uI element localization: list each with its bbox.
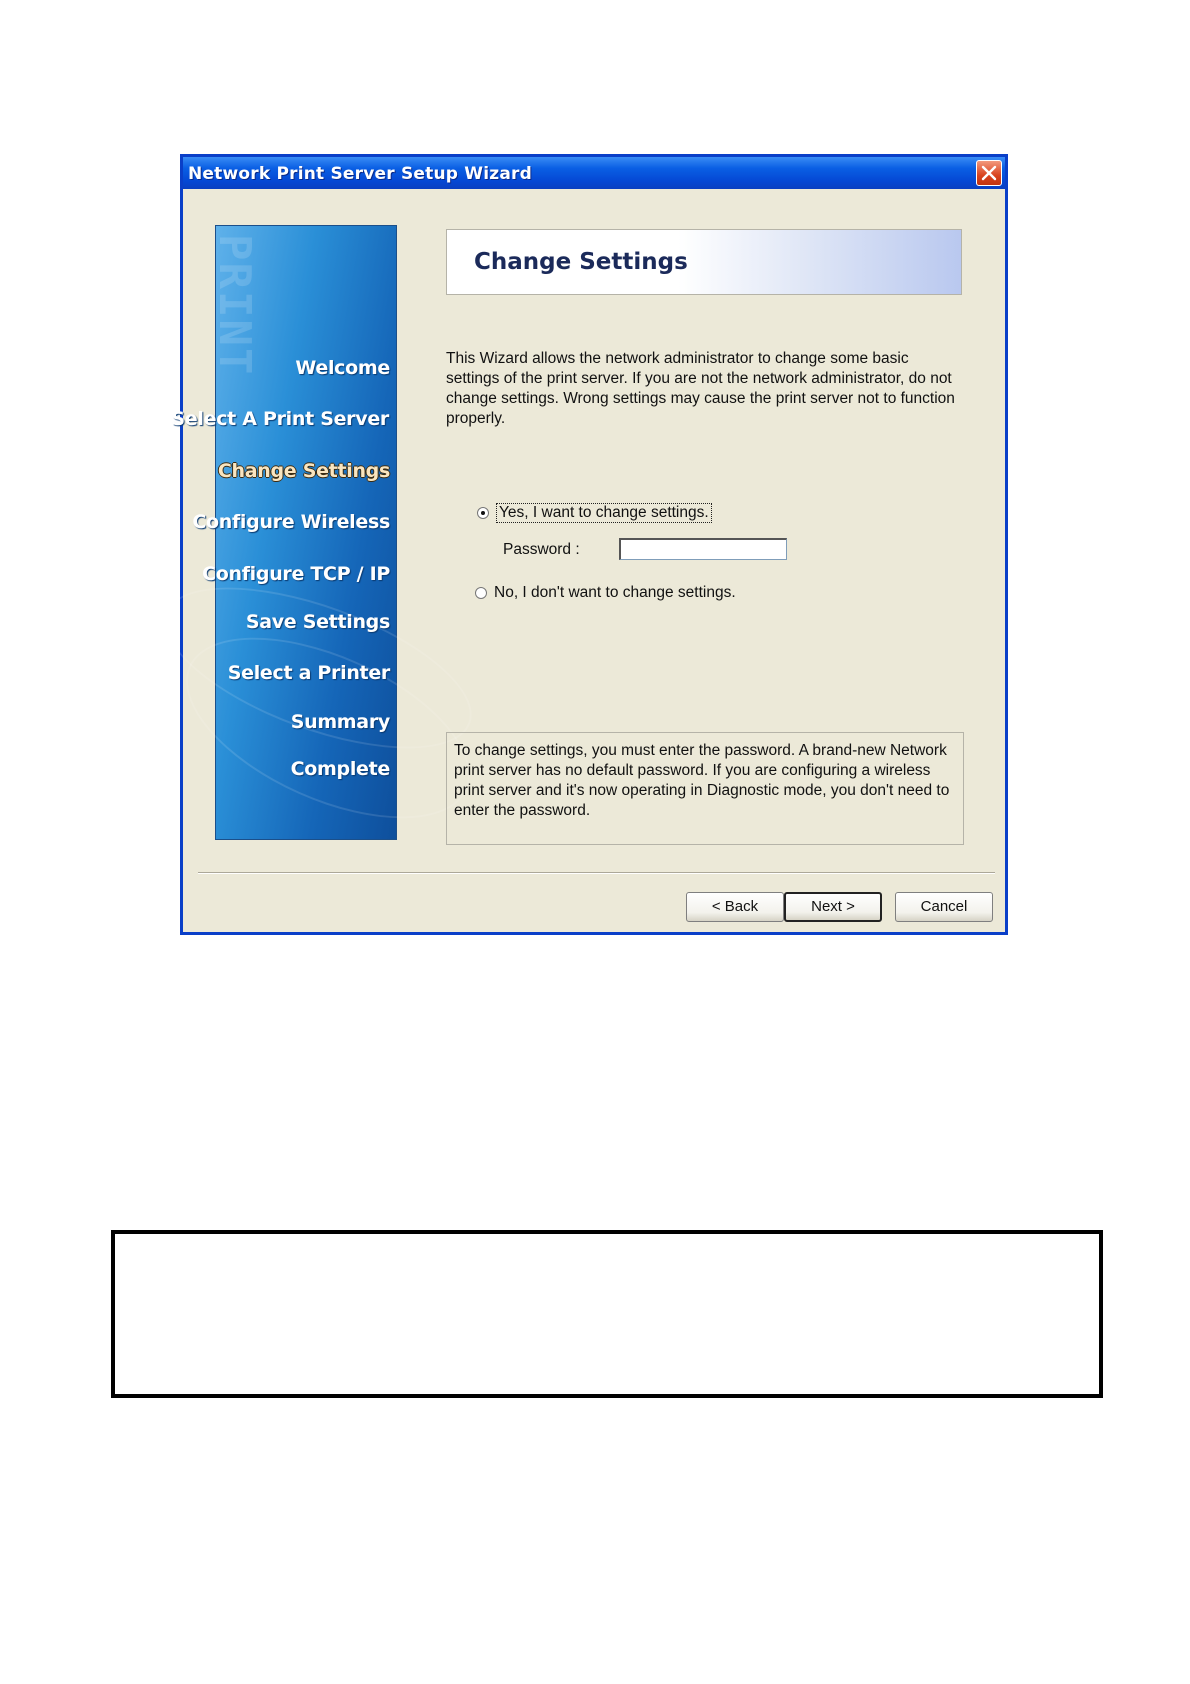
password-label: Password : [503, 541, 580, 558]
sidebar-item-save-settings[interactable]: Save Settings [245, 611, 390, 633]
sidebar-item-configure-wireless[interactable]: Configure Wireless [192, 511, 390, 533]
window-title: Network Print Server Setup Wizard [188, 164, 532, 184]
page-header [446, 229, 962, 295]
radio-no[interactable] [475, 587, 487, 599]
wizard-steps-sidebar [171, 225, 397, 840]
cancel-button[interactable]: Cancel [895, 892, 993, 922]
radio-yes[interactable] [477, 507, 489, 519]
sidebar-item-configure-tcp-ip[interactable]: Configure TCP / IP [202, 563, 390, 585]
sidebar-item-change-settings[interactable]: Change Settings [217, 460, 390, 482]
sidebar-item-select-printer[interactable]: Select a Printer [227, 662, 390, 684]
sidebar-item-summary[interactable]: Summary [290, 711, 390, 733]
info-box: To change settings, you must enter the password. A brand-new Network print server has no default password. If you are configuring a wireless print server and it's now operating in Diagnostic mode, you don't need to enter the password. [446, 732, 964, 845]
close-button[interactable] [976, 160, 1002, 186]
print-watermark: PRINT [209, 234, 260, 377]
wizard-description: This Wizard allows the network administrator to change some basic settings of the print server. If you are not the network administrator, do not change settings. Wrong settings may cause the print server not to function properly. [446, 350, 955, 427]
title-bar[interactable] [183, 157, 1005, 189]
page-title: Change Settings [474, 249, 688, 275]
close-x-icon [982, 166, 996, 180]
divider [198, 872, 995, 874]
option-no-label[interactable]: No, I don't want to change settings. [494, 584, 736, 601]
option-yes-label[interactable]: Yes, I want to change settings. [496, 503, 712, 523]
wizard-window [171, 154, 1008, 935]
empty-notice-box [111, 1230, 1103, 1398]
option-yes-row[interactable] [477, 503, 712, 523]
sidebar-item-complete[interactable]: Complete [290, 758, 390, 780]
next-button[interactable]: Next > [784, 892, 882, 922]
sidebar-item-welcome[interactable]: Welcome [295, 357, 390, 379]
back-button[interactable]: < Back [686, 892, 784, 922]
option-no-row[interactable] [475, 584, 736, 602]
password-field[interactable] [619, 538, 787, 560]
sidebar-item-select-print-server[interactable]: Select A Print Server [171, 408, 389, 430]
